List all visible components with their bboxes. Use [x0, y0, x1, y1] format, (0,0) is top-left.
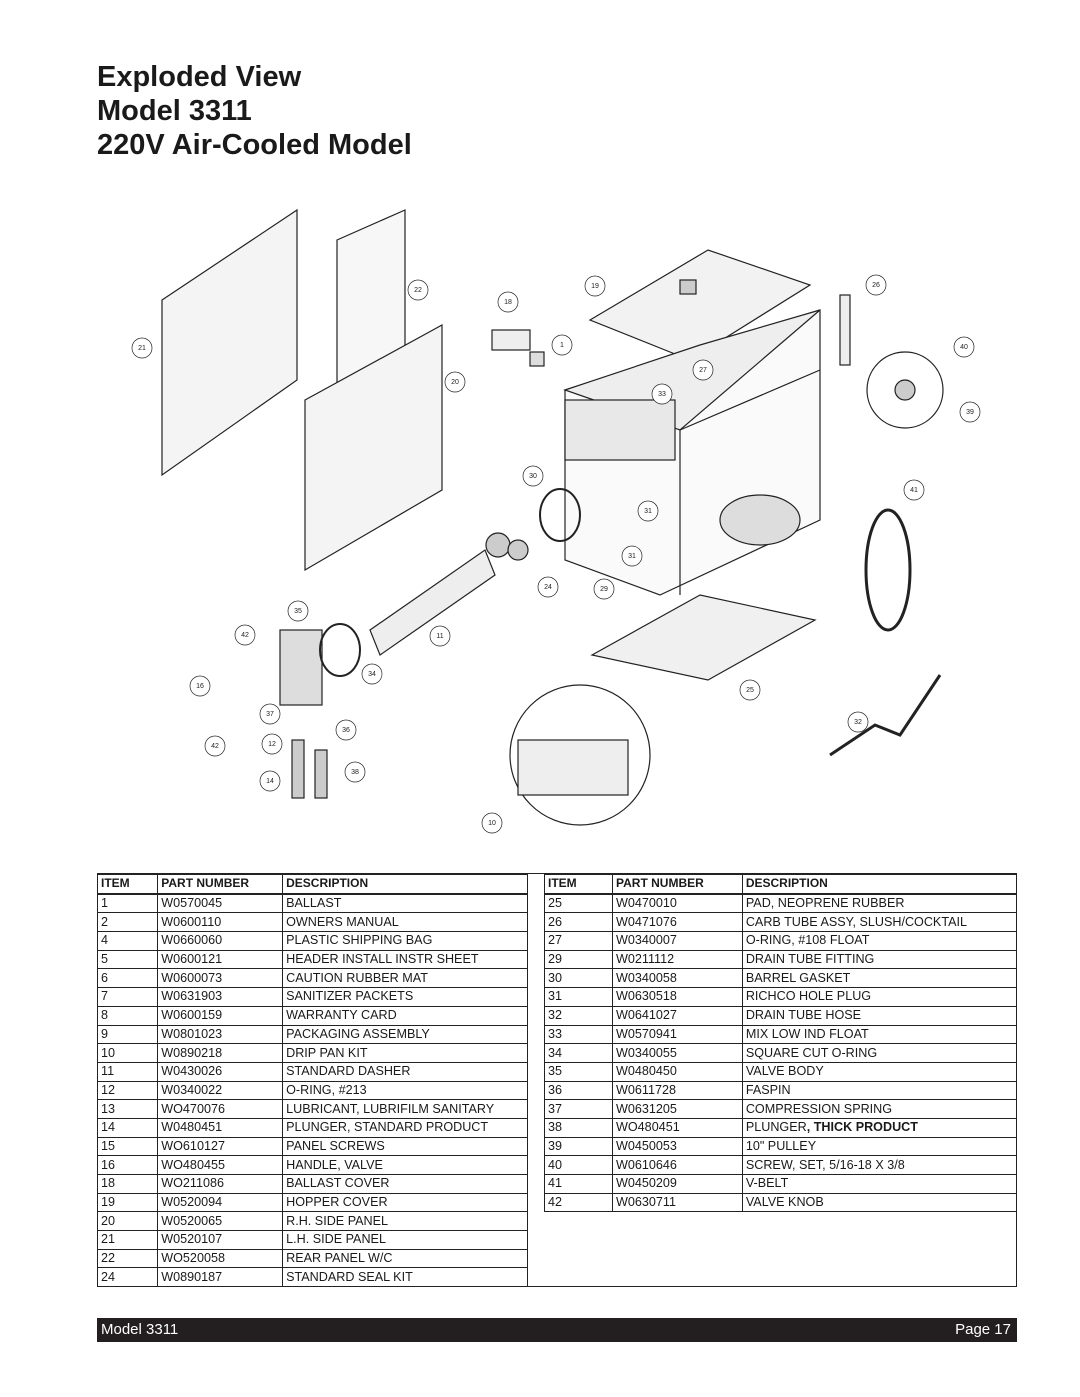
cell-item: 5	[98, 950, 158, 969]
cell-part-number: W0660060	[158, 932, 283, 951]
callout-31-lower	[622, 546, 642, 566]
cell-description: HANDLE, VALVE	[283, 1156, 528, 1175]
table-row	[545, 1044, 1017, 1063]
cell-description: V-BELT	[742, 1175, 1016, 1194]
callout-40	[954, 337, 974, 357]
cell-description: HOPPER COVER	[283, 1193, 528, 1212]
valve-body-part	[280, 630, 322, 705]
cell-description: DRIP PAN KIT	[283, 1044, 528, 1063]
cell-part-number: WO480455	[158, 1156, 283, 1175]
svg-text:26: 26	[872, 282, 880, 289]
svg-text:37: 37	[266, 711, 274, 718]
callout-30	[523, 466, 543, 486]
cell-description: VALVE KNOB	[742, 1193, 1016, 1212]
cell-part-number: W0600121	[158, 950, 283, 969]
table-header-row	[545, 875, 1017, 894]
cell-part-number: W0520094	[158, 1193, 283, 1212]
cell-item: 7	[98, 988, 158, 1007]
cell-description: WARRANTY CARD	[283, 1006, 528, 1025]
title-line-2: Model 3311	[97, 95, 252, 127]
cell-description: PLUNGER, STANDARD PRODUCT	[283, 1118, 528, 1137]
callout-37	[260, 704, 280, 724]
square-cut-oring-part	[320, 624, 360, 676]
cell-part-number: W0211112	[613, 950, 743, 969]
callout-35	[288, 601, 308, 621]
table-row	[545, 988, 1017, 1007]
cell-item: 38	[545, 1118, 613, 1137]
svg-text:1: 1	[560, 342, 564, 349]
callout-41	[904, 480, 924, 500]
cell-part-number: W0890218	[158, 1044, 283, 1063]
header-description: DESCRIPTION	[283, 875, 528, 894]
cell-item: 25	[545, 894, 613, 913]
cell-part-number: WO480451	[613, 1118, 743, 1137]
table-row	[545, 1025, 1017, 1044]
cell-item: 10	[98, 1044, 158, 1063]
hopper-knob-part	[680, 280, 696, 294]
cell-description: STANDARD SEAL KIT	[283, 1268, 528, 1287]
svg-text:35: 35	[294, 608, 302, 615]
cell-part-number: W0570045	[158, 894, 283, 913]
cell-item: 18	[98, 1175, 158, 1194]
lh-side-panel-part	[162, 210, 297, 475]
callout-16	[190, 676, 210, 696]
callout-31-upper	[638, 501, 658, 521]
cell-part-number: W0611728	[613, 1081, 743, 1100]
table-row	[98, 932, 528, 951]
parts-list	[97, 873, 1017, 1287]
cell-item: 24	[98, 1268, 158, 1287]
svg-text:33: 33	[658, 391, 666, 398]
table-row	[98, 1268, 528, 1287]
cell-item: 40	[545, 1156, 613, 1175]
drip-pan-part	[518, 740, 628, 795]
table-row	[98, 1249, 528, 1268]
table-row	[98, 1193, 528, 1212]
cell-description: OWNERS MANUAL	[283, 913, 528, 932]
cell-part-number: W0641027	[613, 1006, 743, 1025]
footer-bar	[97, 1318, 1017, 1342]
callout-18	[498, 292, 518, 312]
table-row	[98, 1212, 528, 1231]
table-row	[98, 913, 528, 932]
svg-text:42: 42	[211, 743, 219, 750]
callout-21	[132, 338, 152, 358]
exploded-view-diagram	[100, 200, 990, 850]
cell-description: BALLAST	[283, 894, 528, 913]
table-row	[98, 1137, 528, 1156]
table-row	[545, 1175, 1017, 1194]
cell-part-number: W0520107	[158, 1231, 283, 1250]
cell-item: 30	[545, 969, 613, 988]
cell-part-number: W0450053	[613, 1137, 743, 1156]
cell-item: 11	[98, 1062, 158, 1081]
title-line-3: 220V Air-Cooled Model	[97, 129, 412, 161]
cell-description: SANITIZER PACKETS	[283, 988, 528, 1007]
cell-part-number: W0470010	[613, 894, 743, 913]
cell-item: 26	[545, 913, 613, 932]
svg-text:10: 10	[488, 820, 496, 827]
svg-text:18: 18	[504, 299, 512, 306]
table-row	[98, 1231, 528, 1250]
cell-part-number: W0890187	[158, 1268, 283, 1287]
exploded-view-drawing	[100, 200, 990, 850]
callout-12	[262, 734, 282, 754]
cell-description: CARB TUBE ASSY, SLUSH/COCKTAIL	[742, 913, 1016, 932]
cell-description: REAR PANEL W/C	[283, 1249, 528, 1268]
cell-part-number: W0570941	[613, 1025, 743, 1044]
table-row	[545, 1081, 1017, 1100]
cell-item: 8	[98, 1006, 158, 1025]
svg-text:38: 38	[351, 769, 359, 776]
table-row	[98, 988, 528, 1007]
table-row	[98, 1100, 528, 1119]
cell-description: L.H. SIDE PANEL	[283, 1231, 528, 1250]
cell-description: BARREL GASKET	[742, 969, 1016, 988]
cell-part-number: W0340022	[158, 1081, 283, 1100]
cell-part-number: W0430026	[158, 1062, 283, 1081]
cell-part-number: W0631903	[158, 988, 283, 1007]
cell-item: 39	[545, 1137, 613, 1156]
header-part-number: PART NUMBER	[158, 875, 283, 894]
cell-part-number: W0471076	[613, 913, 743, 932]
callout-42-lower	[205, 736, 225, 756]
cell-description: DRAIN TUBE HOSE	[742, 1006, 1016, 1025]
cell-item: 1	[98, 894, 158, 913]
callout-26	[866, 275, 886, 295]
cell-description: MIX LOW IND FLOAT	[742, 1025, 1016, 1044]
cell-item: 20	[98, 1212, 158, 1231]
svg-text:24: 24	[544, 584, 552, 591]
cell-part-number: WO610127	[158, 1137, 283, 1156]
cell-part-number: W0340055	[613, 1044, 743, 1063]
neoprene-pad-part	[592, 595, 815, 680]
svg-text:11: 11	[436, 633, 444, 640]
cell-part-number: W0610646	[613, 1156, 743, 1175]
cell-part-number: W0480451	[158, 1118, 283, 1137]
table-row	[545, 1062, 1017, 1081]
callout-22	[408, 280, 428, 300]
callout-14	[260, 771, 280, 791]
carb-tube-part	[840, 295, 850, 365]
cell-item: 19	[98, 1193, 158, 1212]
table-row	[98, 1118, 528, 1137]
drain-tube-hose-part	[830, 675, 940, 755]
cell-item: 41	[545, 1175, 613, 1194]
callout-1	[552, 335, 572, 355]
title-block	[97, 60, 412, 162]
table-row	[98, 1006, 528, 1025]
cell-description: CAUTION RUBBER MAT	[283, 969, 528, 988]
table-row	[98, 1175, 528, 1194]
svg-text:21: 21	[138, 345, 146, 352]
cell-item: 32	[545, 1006, 613, 1025]
cell-description: RICHCO HOLE PLUG	[742, 988, 1016, 1007]
v-belt-part	[866, 510, 910, 630]
cell-item: 27	[545, 932, 613, 951]
cell-part-number: W0600159	[158, 1006, 283, 1025]
svg-text:29: 29	[600, 586, 608, 593]
ballast-cover-part	[492, 330, 530, 350]
parts-table-right	[544, 874, 1017, 1212]
cell-part-number: W0631205	[613, 1100, 743, 1119]
table-row	[98, 1025, 528, 1044]
cell-description: SCREW, SET, 5/16-18 X 3/8	[742, 1156, 1016, 1175]
cell-item: 4	[98, 932, 158, 951]
callout-42-upper	[235, 625, 255, 645]
cell-item: 37	[545, 1100, 613, 1119]
svg-text:25: 25	[746, 687, 754, 694]
cell-part-number: WO520058	[158, 1249, 283, 1268]
callout-19	[585, 276, 605, 296]
cell-description: SQUARE CUT O-RING	[742, 1044, 1016, 1063]
svg-text:12: 12	[268, 741, 276, 748]
svg-text:27: 27	[699, 367, 707, 374]
svg-text:42: 42	[241, 632, 249, 639]
cell-part-number: W0480450	[613, 1062, 743, 1081]
table-row	[545, 1100, 1017, 1119]
cell-description: STANDARD DASHER	[283, 1062, 528, 1081]
cabinet-front-part	[565, 400, 675, 460]
cell-part-number: W0600110	[158, 913, 283, 932]
cell-item: 6	[98, 969, 158, 988]
svg-text:30: 30	[529, 473, 537, 480]
table-row	[545, 932, 1017, 951]
cell-description: COMPRESSION SPRING	[742, 1100, 1016, 1119]
cell-description: FASPIN	[742, 1081, 1016, 1100]
description-emphasis: , THICK PRODUCT	[806, 1120, 918, 1135]
cell-part-number: W0520065	[158, 1212, 283, 1231]
cell-description: O-RING, #213	[283, 1081, 528, 1100]
cell-part-number: W0630518	[613, 988, 743, 1007]
cell-part-number: W0630711	[613, 1193, 743, 1212]
cell-item: 9	[98, 1025, 158, 1044]
svg-text:32: 32	[854, 719, 862, 726]
cell-description: PLASTIC SHIPPING BAG	[283, 932, 528, 951]
svg-text:34: 34	[368, 671, 376, 678]
header-item: ITEM	[98, 875, 158, 894]
table-row	[545, 1006, 1017, 1025]
cell-item: 15	[98, 1137, 158, 1156]
table-row	[98, 1044, 528, 1063]
cell-description: HEADER INSTALL INSTR SHEET	[283, 950, 528, 969]
svg-text:31: 31	[644, 508, 652, 515]
cell-item: 22	[98, 1249, 158, 1268]
table-row	[545, 969, 1017, 988]
header-item: ITEM	[545, 875, 613, 894]
cell-item: 36	[545, 1081, 613, 1100]
cell-item: 12	[98, 1081, 158, 1100]
cell-item: 33	[545, 1025, 613, 1044]
cell-description: R.H. SIDE PANEL	[283, 1212, 528, 1231]
cell-description: 10" PULLEY	[742, 1137, 1016, 1156]
callout-39	[960, 402, 980, 422]
cell-description: O-RING, #108 FLOAT	[742, 932, 1016, 951]
seal-kit-part	[486, 533, 510, 557]
table-row	[545, 1118, 1017, 1137]
callout-20	[445, 372, 465, 392]
cell-item: 35	[545, 1062, 613, 1081]
svg-text:41: 41	[910, 487, 918, 494]
table-row	[98, 1081, 528, 1100]
cell-part-number: W0600073	[158, 969, 283, 988]
cell-item: 16	[98, 1156, 158, 1175]
plunger-thick-part	[315, 750, 327, 798]
cell-part-number: W0801023	[158, 1025, 283, 1044]
cell-item: 2	[98, 913, 158, 932]
cell-part-number: W0340007	[613, 932, 743, 951]
cell-part-number: WO470076	[158, 1100, 283, 1119]
callout-10	[482, 813, 502, 833]
cell-description: PAD, NEOPRENE RUBBER	[742, 894, 1016, 913]
cell-item: 13	[98, 1100, 158, 1119]
cell-description: PANEL SCREWS	[283, 1137, 528, 1156]
parts-table-left	[97, 874, 528, 1287]
table-row	[545, 1193, 1017, 1212]
table-row	[98, 1062, 528, 1081]
title-line-1: Exploded View	[97, 61, 302, 93]
table-row	[98, 950, 528, 969]
table-row	[98, 969, 528, 988]
cell-part-number: W0450209	[613, 1175, 743, 1194]
table-row	[545, 913, 1017, 932]
callout-25	[740, 680, 760, 700]
table-row	[545, 1137, 1017, 1156]
header-description: DESCRIPTION	[742, 875, 1016, 894]
svg-text:36: 36	[342, 727, 350, 734]
table-row	[98, 894, 528, 913]
footer-model: Model 3311	[101, 1321, 179, 1338]
table-header-row	[98, 875, 528, 894]
table-row	[545, 950, 1017, 969]
cell-item: 29	[545, 950, 613, 969]
cell-item: 14	[98, 1118, 158, 1137]
svg-text:19: 19	[591, 283, 599, 290]
callout-29	[594, 579, 614, 599]
table-row	[545, 894, 1017, 913]
plunger-standard-part	[292, 740, 304, 798]
svg-text:31: 31	[628, 553, 636, 560]
cell-item: 21	[98, 1231, 158, 1250]
svg-text:39: 39	[966, 409, 974, 416]
cell-description: VALVE BODY	[742, 1062, 1016, 1081]
svg-text:16: 16	[196, 683, 204, 690]
table-row	[545, 1156, 1017, 1175]
callout-34	[362, 664, 382, 684]
svg-text:40: 40	[960, 344, 968, 351]
callout-36	[336, 720, 356, 740]
cell-item: 31	[545, 988, 613, 1007]
table-row	[98, 1156, 528, 1175]
callout-11	[430, 626, 450, 646]
svg-text:22: 22	[414, 287, 422, 294]
svg-text:14: 14	[266, 778, 274, 785]
cell-part-number: WO211086	[158, 1175, 283, 1194]
svg-text:20: 20	[451, 379, 459, 386]
cell-description: LUBRICANT, LUBRIFILM SANITARY	[283, 1100, 528, 1119]
callout-27	[693, 360, 713, 380]
cell-description: DRAIN TUBE FITTING	[742, 950, 1016, 969]
cell-item: 34	[545, 1044, 613, 1063]
footer-page-number: Page 17	[955, 1321, 1011, 1338]
description-text: PLUNGER	[745, 1120, 807, 1135]
ballast-part	[530, 352, 544, 366]
callout-32	[848, 712, 868, 732]
cell-description: BALLAST COVER	[283, 1175, 528, 1194]
cell-item: 42	[545, 1193, 613, 1212]
header-part-number: PART NUMBER	[613, 875, 743, 894]
motor-part	[720, 495, 800, 545]
cell-description: PACKAGING ASSEMBLY	[283, 1025, 528, 1044]
callout-38	[345, 762, 365, 782]
callout-24	[538, 577, 558, 597]
cell-description	[742, 1118, 1016, 1137]
cell-part-number: W0340058	[613, 969, 743, 988]
callout-33	[652, 384, 672, 404]
